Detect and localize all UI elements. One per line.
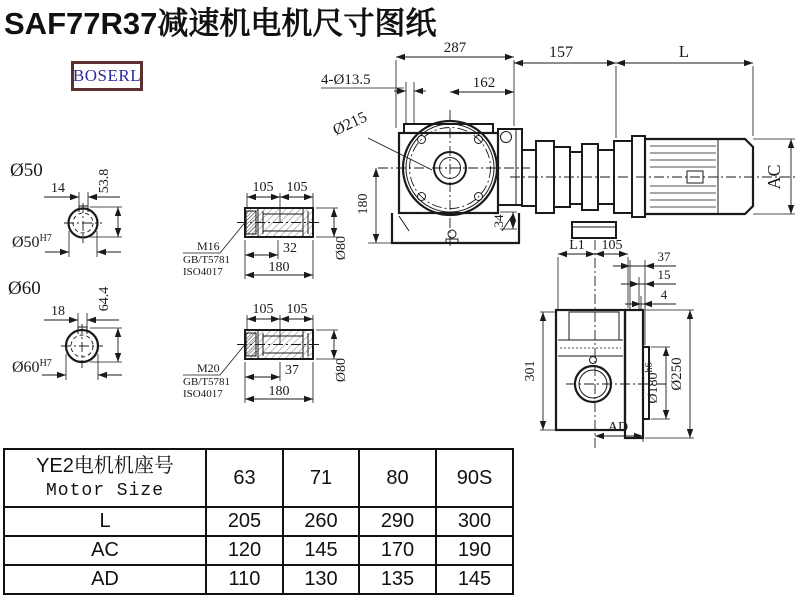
label-m16-std2: ISO4017 [183,266,223,278]
dim-ad: AD [607,420,629,435]
gearbox-front-view [321,40,530,248]
table-header-row [4,449,513,507]
dim-shaft60-keyw: 18 [51,304,65,319]
row-label: AD [4,565,206,594]
table-size-71: 71 [283,449,359,507]
dim-m20-dia: Ø80 [334,357,349,383]
shaft-60-view [8,278,122,380]
dim-37: 37 [657,249,671,264]
table-cell: 290 [359,507,436,536]
dim-m16-depth: 32 [283,241,297,256]
dim-m20-seg1: 105 [252,302,274,317]
dim-15: 15 [657,267,671,282]
table-header-cell [4,449,206,507]
table-size-80: 80 [359,449,436,507]
row-label: AC [4,536,206,565]
dim-shaft60-bore: $Ø60^{H7}$ [12,358,52,376]
table-cell: 110 [206,565,283,594]
dim-m16-dia: Ø80 [334,235,349,261]
table-row-AD [4,565,513,594]
page-title: SAF77R37减速机电机尺寸图纸 [4,6,437,41]
shaft-50-view [10,160,122,257]
dim-shaft50-height: 53.8 [97,168,112,194]
dim-height-301: 301 [523,360,538,382]
table-header-cn: YE2电机机座号 [36,455,174,477]
table-size-90s: 90S [436,449,513,507]
dim-m20-seg2: 105 [286,302,308,317]
table-cell: 130 [283,565,359,594]
table-cell: 260 [283,507,359,536]
dim-m16-seg1: 105 [252,180,274,195]
table-cell: 120 [206,536,283,565]
dim-m16-seg2: 105 [286,180,308,195]
table-cell: 145 [283,536,359,565]
dim-foot: 34 [491,214,506,228]
table-row-AC [4,536,513,565]
dim-l1: L1 [569,238,585,253]
dim-shaft60-height: 64.4 [97,286,112,312]
dim-spigot: $Ø180^{h6}$ [644,362,661,404]
dim-motor-length: L [678,42,690,61]
dim-center-height: 180 [356,193,371,215]
dim-motor-od: AC [764,164,784,190]
label-m20-bolt: M20 [197,361,220,375]
motor-size-table [3,448,514,595]
motor-side-view [510,42,796,217]
label-m16-std1: GB/T5781 [183,254,231,266]
label-m16-bolt: M16 [197,239,220,253]
dim-shaft50-bore: $Ø50^{H7}$ [12,233,52,251]
label-m20-std1: GB/T5781 [183,376,231,388]
table-cell: 145 [436,565,513,594]
table-header-en: Motor Size [45,481,165,501]
dim-m20-length: 180 [268,384,290,399]
dim-shaft60-dia: Ø60 [8,278,41,299]
dim-overall-width: 287 [443,40,467,56]
table-cell: 190 [436,536,513,565]
table-row-L [4,507,513,536]
table-cell: 135 [359,565,436,594]
table-size-63: 63 [206,449,283,507]
label-flange-dia: Ø215 [330,108,370,140]
label-m20-std2: ISO4017 [183,388,223,400]
hollow-shaft-m16-view [183,180,349,279]
dim-m20-depth: 37 [285,363,299,378]
dim-gear-length: 157 [549,44,573,61]
dim-shaft50-dia: Ø50 [10,160,43,181]
label-bolt-holes: 4-Ø13.5 [321,72,371,88]
table-cell: 205 [206,507,283,536]
dim-flange-od: Ø250 [669,357,685,391]
gearbox-side-view [523,222,694,448]
hollow-shaft-m20-view [183,302,349,403]
table-cell: 170 [359,536,436,565]
boserl-logo-text: BOSERL [72,66,142,85]
table-cell: 300 [436,507,513,536]
dim-flange-offset: 162 [472,75,496,91]
row-label: L [4,507,206,536]
dim-m16-length: 180 [268,260,290,275]
dim-shaft50-keyw: 14 [51,181,65,196]
dim-box-width: 105 [601,238,623,253]
dim-4: 4 [660,287,668,302]
